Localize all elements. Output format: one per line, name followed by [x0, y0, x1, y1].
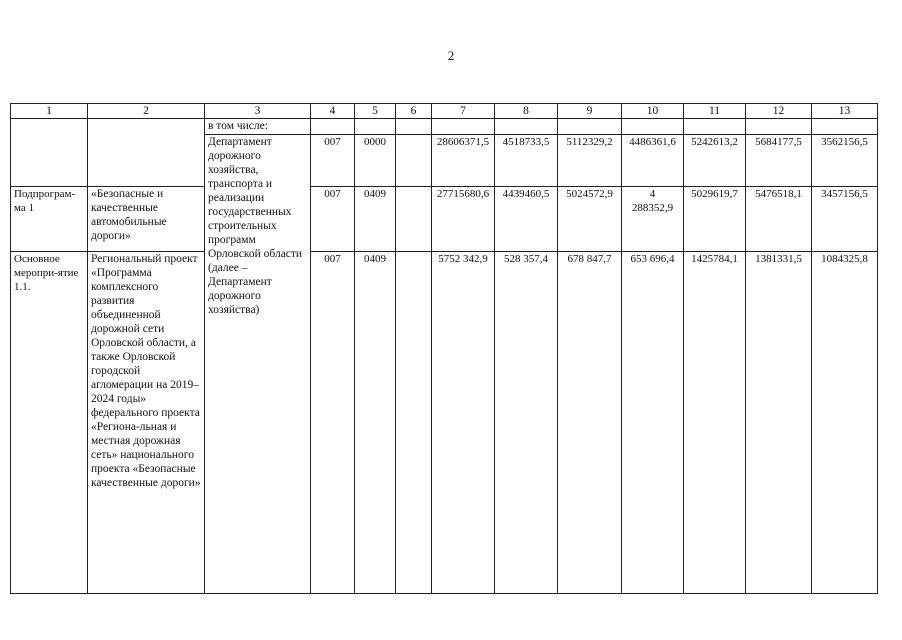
- row0-col13: 3562156,5: [812, 135, 878, 187]
- col3-intro-text: в том числе:: [205, 119, 311, 135]
- row1-col5: 0409: [355, 187, 396, 252]
- header-cell: 4: [311, 104, 355, 119]
- row1-col12: 5476518,1: [746, 187, 812, 252]
- row1-col11: 5029619,7: [684, 187, 746, 252]
- row0-col11: 5242613,2: [684, 135, 746, 187]
- row0-col5: 0000: [355, 135, 396, 187]
- row1-col7: 27715680,6: [432, 187, 495, 252]
- header-cell: 13: [812, 104, 878, 119]
- row2-col7: 5752 342,9: [432, 252, 495, 594]
- table-row: [11, 187, 878, 252]
- row2-col8: 528 357,4: [495, 252, 558, 594]
- header-cell: 1: [11, 104, 88, 119]
- row0-col9: 5112329,2: [558, 135, 622, 187]
- row1-col10-top: 4: [649, 188, 656, 200]
- table-row: [11, 252, 878, 594]
- row0-col1: [11, 119, 88, 187]
- header-cell: 5: [355, 104, 396, 119]
- row2-col2: Региональный проект «Программа комплексного развития объединенной дорожной сети Орловской области, а также Орловской городской агломерации на 2019–2024 годы» федерального проекта «Региона-льная и местная дорожная сеть» национального проекта «Безопасные качественные дороги»: [88, 252, 205, 594]
- row1-col4: 007: [311, 187, 355, 252]
- row0-col10: 4486361,6: [622, 135, 684, 187]
- row2-col13: 1084325,8: [812, 252, 878, 594]
- header-cell: 3: [205, 104, 311, 119]
- table-header-row: [11, 104, 878, 119]
- header-cell: 2: [88, 104, 205, 119]
- row1-col1: Подпрограм-ма 1: [11, 187, 88, 252]
- row1-col13: 3457156,5: [812, 187, 878, 252]
- header-cell: 11: [684, 104, 746, 119]
- department-name: Департамент дорожного хозяйства, транспорта и реализации государственных строительных программ Орловской области (далее – Департамент дорожного хозяйства): [208, 136, 303, 316]
- header-cell: 6: [396, 104, 432, 119]
- col3-department-text: [205, 135, 311, 594]
- row1-col10-bottom: 288352,9: [631, 202, 674, 214]
- row1-col8: 4439460,5: [495, 187, 558, 252]
- row2-col4: 007: [311, 252, 355, 594]
- row0-col8: 4518733,5: [495, 135, 558, 187]
- row2-col5: 0409: [355, 252, 396, 594]
- row2-col1: Основное меропри-ятие 1.1.: [11, 252, 88, 594]
- page-number: 2: [447, 48, 455, 63]
- row0-col6: [396, 135, 432, 187]
- row2-col9: 678 847,7: [558, 252, 622, 594]
- row2-col10: 653 696,4: [622, 252, 684, 594]
- row1-col2: «Безопасные и качественные автомобильные дороги»: [88, 187, 205, 252]
- header-cell: 12: [746, 104, 812, 119]
- row0-col7: 28606371,5: [432, 135, 495, 187]
- row2-col11: 1425784,1: [684, 252, 746, 594]
- row1-col6: [396, 187, 432, 252]
- row1-col9: 5024572,9: [558, 187, 622, 252]
- header-cell: 8: [495, 104, 558, 119]
- row0-col4: 007: [311, 135, 355, 187]
- row0-col12: 5684177,5: [746, 135, 812, 187]
- budget-table: [10, 103, 878, 594]
- row0-col2: [88, 119, 205, 187]
- header-cell: 10: [622, 104, 684, 119]
- row1-col10: [622, 187, 684, 252]
- header-cell: 9: [558, 104, 622, 119]
- header-cell: 7: [432, 104, 495, 119]
- row2-col6: [396, 252, 432, 594]
- table-row-intro: [11, 119, 878, 135]
- row2-col12: 1381331,5: [746, 252, 812, 594]
